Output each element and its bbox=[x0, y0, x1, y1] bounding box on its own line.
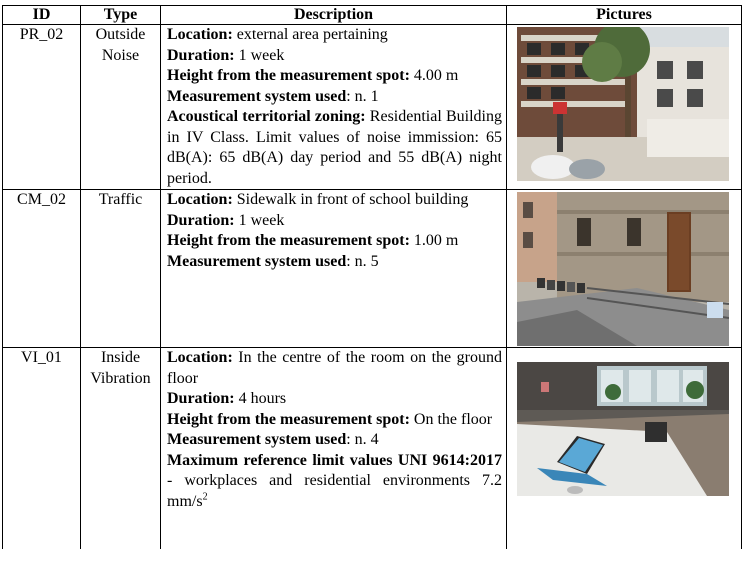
row-id: CM_02 bbox=[3, 190, 81, 348]
duration-value: 1 week bbox=[234, 46, 285, 64]
height-value: 4.00 m bbox=[409, 67, 459, 84]
row-description bbox=[161, 348, 507, 550]
location-line bbox=[167, 190, 502, 211]
height-value: 1.00 m bbox=[409, 232, 459, 249]
location-value: external area pertaining bbox=[232, 26, 388, 43]
table-row bbox=[3, 348, 742, 550]
header-id: ID bbox=[3, 6, 81, 25]
duration-line bbox=[167, 46, 502, 67]
location-label: Location: bbox=[167, 191, 233, 208]
zoning-value: Residential Building in IV Class. Limit values of noise immission: 65 dB(A): 65 dB(A) day period and 55 dB(A) night period. bbox=[167, 108, 502, 187]
system-label: Measurement system used bbox=[167, 431, 347, 448]
system-value: : n. 4 bbox=[346, 431, 379, 448]
row-description bbox=[161, 190, 507, 348]
row-type-line: Traffic bbox=[98, 191, 143, 208]
row-type-line: Noise bbox=[101, 46, 140, 64]
row-id: VI_01 bbox=[3, 348, 81, 550]
header-description: Description bbox=[161, 6, 507, 25]
row-id: PR_02 bbox=[3, 25, 81, 190]
system-line bbox=[167, 430, 502, 451]
row-type-line: Inside bbox=[100, 349, 141, 366]
zoning-line bbox=[167, 107, 502, 189]
row-picture-cell bbox=[507, 25, 742, 190]
duration-label: Duration: bbox=[167, 46, 235, 64]
location-label: Location: bbox=[167, 349, 233, 366]
system-line bbox=[167, 87, 502, 108]
system-line bbox=[167, 252, 502, 273]
row-type-line: Vibration bbox=[90, 369, 151, 387]
duration-value: 1 week bbox=[234, 211, 285, 229]
building-exterior-photo bbox=[517, 27, 729, 181]
duration-value: 4 hours bbox=[234, 390, 287, 407]
location-value: Sidewalk in front of school building bbox=[232, 191, 469, 208]
height-line bbox=[167, 410, 502, 431]
duration-line bbox=[167, 389, 502, 410]
row-type-line: Outside bbox=[95, 26, 146, 43]
table-row bbox=[3, 190, 742, 348]
duration-line bbox=[167, 211, 502, 232]
system-value: : n. 5 bbox=[346, 252, 379, 270]
system-label: Measurement system used bbox=[167, 252, 347, 270]
height-line bbox=[167, 66, 502, 87]
row-picture-cell bbox=[507, 348, 742, 550]
table-row bbox=[3, 25, 742, 190]
system-value: : n. 1 bbox=[346, 87, 379, 105]
height-value: On the floor bbox=[409, 410, 493, 428]
office-room-photo bbox=[517, 362, 729, 496]
header-pictures: Pictures bbox=[507, 6, 742, 25]
row-type bbox=[81, 348, 161, 550]
row-type bbox=[81, 25, 161, 190]
row-type bbox=[81, 190, 161, 348]
location-line bbox=[167, 348, 502, 389]
row-description bbox=[161, 25, 507, 190]
height-label: Height from the measurement spot: bbox=[167, 232, 410, 249]
height-line bbox=[167, 231, 502, 252]
row-picture-cell bbox=[507, 190, 742, 348]
location-value: In the centre of the room on the ground floor bbox=[167, 349, 502, 387]
limit-unit-superscript: 2 bbox=[202, 491, 208, 503]
limit-value: - workplaces and residential environments 7.2 mm/s bbox=[167, 472, 502, 510]
table-header-row bbox=[3, 6, 742, 25]
system-label: Measurement system used bbox=[167, 87, 347, 105]
height-label: Height from the measurement spot: bbox=[167, 410, 410, 428]
zoning-label: Acoustical territorial zoning: bbox=[167, 108, 366, 125]
location-label: Location: bbox=[167, 26, 233, 43]
header-type: Type bbox=[81, 6, 161, 25]
street-sidewalk-photo bbox=[517, 192, 729, 346]
limit-line bbox=[167, 451, 502, 513]
duration-label: Duration: bbox=[167, 390, 235, 407]
limit-label: Maximum reference limit values UNI 9614:2017 bbox=[167, 451, 502, 469]
height-label: Height from the measurement spot: bbox=[167, 67, 410, 84]
duration-label: Duration: bbox=[167, 211, 235, 229]
measurement-table bbox=[2, 5, 742, 549]
location-line bbox=[167, 25, 502, 46]
